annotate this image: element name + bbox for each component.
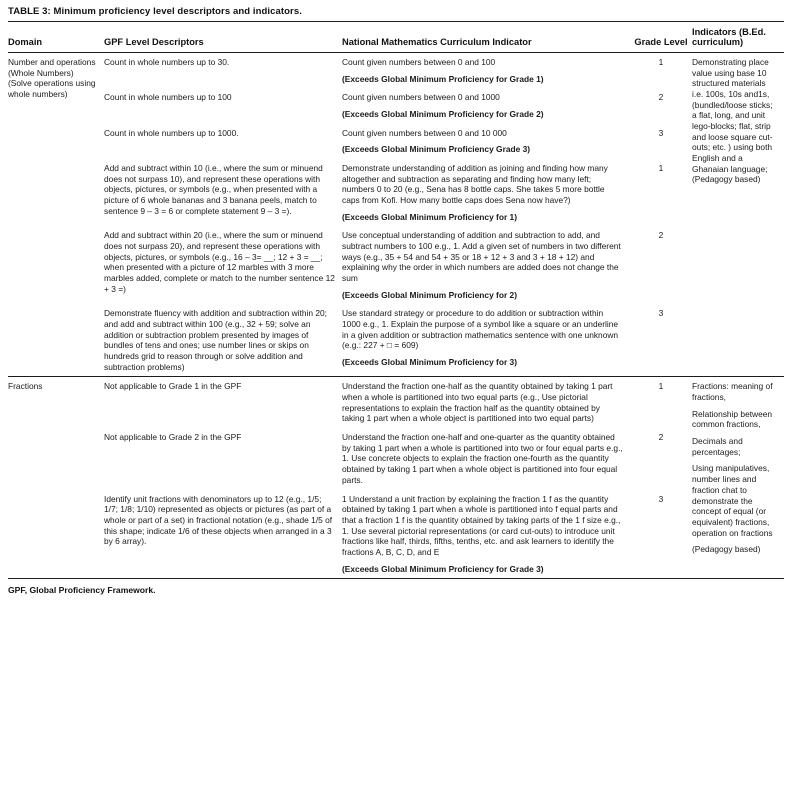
cell-grade-level: 1 <box>658 163 664 174</box>
column-header-gpf-level-descriptors: GPF Level Descriptors <box>104 22 342 53</box>
cell-grade-level: 3 <box>658 127 664 138</box>
curriculum-text: Understand the fraction one-half as the quantity obtained by taking 1 part when a whole is partitioned into two equal parts (e.g., Use pictorial representations to explain the fraction half as the quantity obtained by taking 1 part when a whole object is partitioned into two equal parts) <box>342 381 613 424</box>
indicator-item: (Pedagogy based) <box>692 544 761 555</box>
cell-grade-level: 2 <box>658 92 664 103</box>
cell-gpf-descriptor: Add and subtract within 20 (i.e., where the sum or minuend does not surpass 20), and represent these operations with objects, pictures, or symbols (e.g., 16 – 3= __; 12 + 3 = __; when presented with a picture of 12 marbles with 3 more marbles added, complete or match to the number sentence 12 + 3 =) <box>104 230 335 294</box>
curriculum-text: Use standard strategy or procedure to do addition or subtraction within 1000 e.g., 1. Explain the purpose of a symbol like a square or an underline in a given addition or subtraction mathematics sentence with one unknown (e.g.: 227 + □ = 609) <box>342 308 619 351</box>
cell-curriculum-indicator <box>342 226 630 304</box>
cell-gpf-descriptor: Demonstrate fluency with addition and subtraction within 20; and add and subtract within 100 (e.g., 32 + 59; solve an addition or subtraction problem presented by images of bundles of tens and ones; use number lines or skips on hundreds grid to reason through or solve addition and subtraction problems) <box>104 308 327 372</box>
curriculum-text: Count given numbers between 0 and 100 <box>342 57 496 67</box>
cell-gpf-descriptor: Add and subtract within 10 (i.e., where the sum or minuend does not surpass 10), and represent these operations with objects, pictures, or symbols (e.g., when presented with a picture of 6 whole bananas and 3 banana peels, match to sentence 9 – 3 = 6 or complete statement 9 – 3 =). <box>104 163 323 216</box>
curriculum-text: Demonstrate understanding of addition as joining and finding how many altogether and subtraction as separating and finding how many left; numbers 0 to 20 (e.g., Sena has 8 bottle caps. She takes 5 more bottle caps from Kofi. How many bottle caps does Sena now have?) <box>342 163 608 206</box>
indicator-item: Using manipulatives, number lines and fraction chat to demonstrate the concept of equal (or equivalent) fractions, operation on fractions <box>692 463 773 538</box>
table-row <box>8 124 784 159</box>
cell-gpf-descriptor: Identify unit fractions with denominators up to 12 (e.g., 1/5; 1/7; 1/8; 1/10) represented as objects or pictures (as part of a whole or part of a set) in fractional notation (e.g., shade 1/5 of this shape; indicate 1/6 of these objects when arranged in a 3 by 6 array). <box>104 493 333 547</box>
cell-gpf-descriptor: Not applicable to Grade 1 in the GPF <box>104 377 342 428</box>
cell-grade-level: 2 <box>658 230 664 241</box>
table-row <box>8 377 784 428</box>
indicator-item: Demonstrating place value using base 10 structured materials i.e. 100s, 10s and1s, (bundled/loose sticks; a flat, long, and unit lego-blocks; flat, strip and loose square cut-outs; etc. ) using both English and a Ghanaian language; (Pedagogy based) <box>692 57 773 185</box>
cell-indicators <box>692 53 784 377</box>
cell-domain: Number and operations (Whole Numbers) (Solve operations using whole numbers) <box>8 53 104 377</box>
table-row <box>8 490 784 579</box>
column-header-domain: Domain <box>8 22 104 53</box>
curriculum-text: Use conceptual understanding of addition and subtraction to add, and subtract numbers to 100 e.g., 1. Add a given set of numbers in two different ways (e.g., 35 + 54 and 54 + 35 or 18 + 12 + 3 and 3 + 18 + 12) and explaining why the order in which numbers are added does not change the sum <box>342 230 621 284</box>
cell-curriculum-indicator <box>342 88 630 123</box>
table-body <box>8 53 784 579</box>
cell-curriculum-indicator <box>342 53 630 89</box>
curriculum-exceeds-note: (Exceeds Global Minimum Proficiency Grade 3) <box>342 144 531 155</box>
curriculum-text: Count given numbers between 0 and 10 000 <box>342 127 507 138</box>
table-row <box>8 88 784 123</box>
column-header-national-curriculum-indicator: National Mathematics Curriculum Indicator <box>342 22 630 53</box>
table-caption: TABLE 3: Minimum proficiency level descriptors and indicators. <box>8 6 302 17</box>
curriculum-exceeds-note: (Exceeds Global Minimum Proficiency for 1) <box>342 211 517 222</box>
minimum-proficiency-table <box>8 21 784 578</box>
indicator-item: Relationship between common fractions, <box>692 408 773 430</box>
cell-curriculum-indicator <box>342 490 630 579</box>
cell-grade-level: 3 <box>658 493 664 504</box>
cell-curriculum-indicator <box>342 159 630 226</box>
curriculum-text: Count given numbers between 0 and 1000 <box>342 92 500 103</box>
indicator-item: Decimals and percentages; <box>692 436 743 457</box>
curriculum-exceeds-note: (Exceeds Global Minimum Proficiency for Grade 2) <box>342 109 544 120</box>
cell-curriculum-indicator <box>342 428 630 489</box>
cell-indicators <box>692 377 784 578</box>
cell-grade-level: 2 <box>658 432 664 443</box>
cell-curriculum-indicator <box>342 377 630 428</box>
cell-grade-level: 3 <box>658 308 664 319</box>
table-row <box>8 428 784 489</box>
curriculum-text: Understand the fraction one-half and one-quarter as the quantity obtained by taking 1 part when a whole is partitioned into two or four equal parts e.g., 1. Use concrete objects to explain the fraction one-fourth as the quantity obtained by taking 1 part when a whole object is partitioned into four equal parts. <box>342 432 623 485</box>
curriculum-exceeds-note: (Exceeds Global Minimum Proficiency for 3) <box>342 357 517 368</box>
cell-domain: Fractions <box>8 377 104 578</box>
curriculum-exceeds-note: (Exceeds Global Minimum Proficiency for Grade 3) <box>342 563 544 574</box>
table-footnote: GPF, Global Proficiency Framework. <box>8 578 784 595</box>
cell-curriculum-indicator <box>342 304 630 377</box>
indicator-item: Fractions: meaning of fractions, <box>692 381 773 403</box>
cell-gpf-descriptor: Count in whole numbers up to 30. <box>104 53 342 89</box>
header-row <box>8 22 784 53</box>
column-header-grade-level: Grade Level <box>630 22 692 53</box>
cell-grade-level: 1 <box>630 53 692 89</box>
table-row <box>8 53 784 89</box>
cell-gpf-descriptor: Count in whole numbers up to 1000. <box>104 127 239 138</box>
curriculum-exceeds-note: (Exceeds Global Minimum Proficiency for 2) <box>342 289 517 300</box>
cell-grade-level: 1 <box>630 377 692 428</box>
curriculum-text: 1 Understand a unit fraction by explaining the fraction 1 f as the quantity obtained by taking 1 part when a whole is partitioned into f equal parts and that a fraction 1 f is the quantity obtained by taking parts of the 1 f size e.g., 1. Use several pictorial representations (or card cut-outs) to introduce unit fractions like half, thirds, fifths, tenths, etc. and ask learners to identify the fractions A, B, C, D, and E <box>342 493 621 557</box>
table-header <box>8 22 784 53</box>
cell-gpf-descriptor: Not applicable to Grade 2 in the GPF <box>104 432 242 443</box>
table-row <box>8 226 784 304</box>
table-row <box>8 304 784 377</box>
cell-curriculum-indicator <box>342 124 630 159</box>
column-header-indicators: Indicators (B.Ed. curriculum) <box>692 22 784 53</box>
cell-gpf-descriptor: Count in whole numbers up to 100 <box>104 92 232 103</box>
table-row <box>8 159 784 226</box>
curriculum-exceeds-note: (Exceeds Global Minimum Proficiency for Grade 1) <box>342 73 544 84</box>
